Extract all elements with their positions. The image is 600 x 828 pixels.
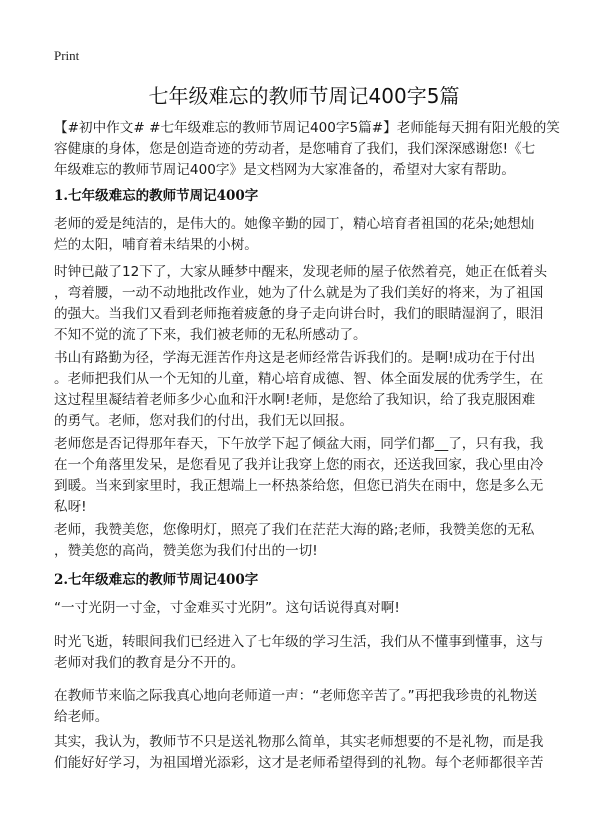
text-line: ，赞美您的高尚，赞美您为我们付出的一切!	[54, 543, 318, 559]
text-line: 时钟已敲了12下了，大家从睡梦中醒来，发现老师的屋子依然着亮，她正在低着头	[54, 264, 548, 280]
paragraph	[54, 434, 550, 518]
text-line: 其实，我认为，教师节不只是送礼物那么简单，其实老师想要的不是礼物，而是我	[54, 734, 544, 750]
print-label: Print	[54, 48, 80, 63]
text-line: 老师对我们的教育是分不开的。	[54, 655, 245, 671]
text-line: “一寸光阴一寸金，寸金难买寸光阴”。这句话说得真对啊!	[54, 600, 400, 616]
text-line: 这过程里凝结着老师多少心血和汗水啊!老师，是您给了我知识，给了我克服困难	[54, 392, 536, 408]
document-title: 七年级难忘的教师节周记400字5篇	[148, 84, 460, 108]
text-line: 的勇气。老师，您对我们的付出，我们无以回报。	[54, 413, 354, 429]
text-line: 老师的爱是纯洁的，是伟大的。她像辛勤的园丁，精心培育者祖国的花朵;她想灿	[54, 216, 535, 232]
text-line: 的强大。当我们又看到老师拖着疲惫的身子走向讲台时，我们的眼睛湿润了，眼泪	[54, 306, 544, 322]
text-line: ，弯着腰，一动不动地批改作业，她为了什么就是为了我们美好的将来，为了祖国	[54, 285, 544, 301]
paragraph	[54, 520, 550, 562]
text-line: 们能好好学习，为祖国增光添彩，这才是老师希望得到的礼物。每个老师都很辛苦	[54, 755, 544, 771]
paragraph	[54, 262, 550, 346]
text-line: 私呀!	[54, 499, 87, 515]
paragraph	[54, 732, 550, 774]
text-line: 时光飞逝，转眼间我们已经进入了七年级的学习生活，我们从不懂事到懂事，这与	[54, 634, 544, 650]
text-line: 【#初中作文# #七年级难忘的教师节周记400字5篇#】老师能每天拥有阳光般的笑	[54, 120, 560, 136]
paragraph	[54, 348, 550, 432]
paragraph	[54, 632, 550, 674]
text-line: 在一个角落里发呆，是您看见了我并让我穿上您的雨衣，还送我回家，我心里由冷	[54, 457, 544, 473]
intro-paragraph	[54, 118, 560, 181]
section-heading-2: 2.七年级难忘的教师节周记400字	[54, 572, 259, 588]
paragraph	[54, 214, 550, 256]
text-line: 容健康的身体，您是创造奇迹的劳动者，是您哺育了我们，我们深深感谢您!《七	[54, 141, 536, 157]
text-line: 老师您是否记得那年春天，下午放学下起了倾盆大雨，同学们都__了，只有我，我	[54, 436, 544, 452]
text-line: 在教师节来临之际我真心地向老师道一声：“老师您辛苦了。”再把我珍贵的礼物送	[54, 688, 538, 704]
text-line: 老师，我赞美您，您像明灯，照亮了我们在茫茫大海的路;老师，我赞美您的无私	[54, 522, 535, 538]
text-line: 书山有路勤为径，学海无涯苦作舟这是老师经常告诉我们的。是啊!成功在于付出	[54, 350, 536, 366]
text-line: 到暖。当来到家里时，我正想端上一杯热茶给您，但您已消失在雨中，您是多么无	[54, 478, 544, 494]
paragraph	[54, 598, 550, 619]
text-line: 年级难忘的教师节周记400字》是文档网为大家准备的，希望对大家有帮助。	[54, 162, 515, 178]
text-line: 烂的太阳，哺育着未结果的小树。	[54, 237, 258, 253]
text-line: 不知不觉的流了下来，我们被老师的无私所感动了。	[54, 327, 367, 343]
paragraph	[54, 686, 550, 728]
section-heading-1: 1.七年级难忘的教师节周记400字	[54, 188, 259, 204]
text-line: 。老师把我们从一个无知的儿童，精心培育成德、智、体全面发展的优秀学生，在	[54, 371, 544, 387]
text-line: 给老师。	[54, 709, 109, 725]
